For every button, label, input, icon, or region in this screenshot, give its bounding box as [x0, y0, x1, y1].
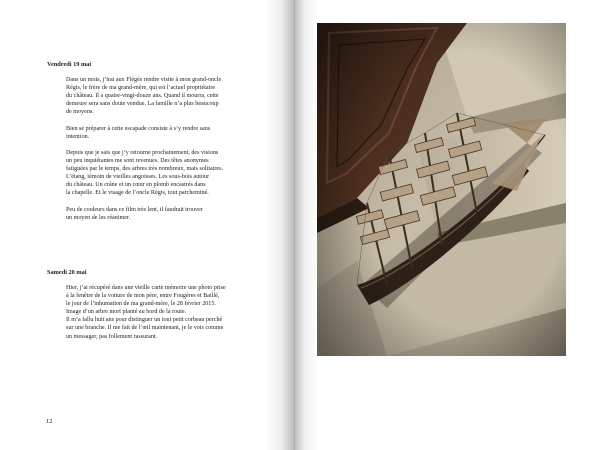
diary-entry-body — [66, 76, 266, 230]
paragraph — [66, 284, 266, 341]
page-number: 12 — [46, 418, 53, 425]
text-line: un messager, pas follement rassurant. — [66, 333, 158, 340]
text-line: Il m’a fallu huit ans pour distinguer un tout petit corbeau perché — [66, 317, 223, 324]
text-line: Hier, j’ai récupéré dans une vieille carte mémoire une photo prise — [66, 285, 226, 291]
text-line: un peu inquiétantes me sont revenues. Des têtes anonymes — [66, 157, 209, 164]
text-line: le jour de l’inhumation de ma grand-mère, le 28 février 2015. — [66, 301, 216, 308]
paragraph — [66, 206, 266, 222]
text-line: un moyen de les réanimer. — [66, 214, 131, 221]
diary-entry-body — [66, 284, 266, 349]
ship-model-photo-illustration — [317, 23, 566, 356]
gutter-shadow-left — [264, 0, 295, 450]
entry-date-heading: Vendredi 19 mai — [47, 61, 92, 68]
paragraph — [66, 125, 266, 141]
text-line: fatiguées par le temps, des arbres très nombreux, mais solitaires. — [66, 166, 224, 173]
text-line: Dans un mois, j’irai aux Flégès rendre visite à mon grand-oncle — [66, 77, 222, 83]
text-line: la chapelle. Et le visage de l’oncle Régis, tout parcheminé. — [66, 190, 209, 197]
text-line: de moyens. — [66, 109, 94, 116]
text-line: Peu de couleurs dans ce film très lent, il faudrait trouver — [66, 206, 203, 213]
text-line: L’étang, témoin de vieilles angoisses. Les sous-bois autour — [66, 174, 210, 181]
gutter-shadow-right — [295, 0, 319, 450]
text-line: sur une branche. Il me fait de l’œil maintenant, je le vois comme — [66, 325, 224, 332]
text-line: demeure sera sans doute vendue. La famille n’a plus beaucoup — [66, 101, 219, 108]
text-line: du château. Un crâne et un cœur en plomb encastrés dans — [66, 182, 206, 189]
text-line: Bien se préparer à cette escapade consiste à s’y rendre sans — [66, 125, 211, 132]
text-line: intention. — [66, 133, 90, 140]
entry-date-heading: Samedi 20 mai — [47, 269, 87, 276]
paragraph — [66, 149, 266, 198]
text-line: à la fenêtre de la voiture de mon père, entre Fougères et Baillé, — [66, 293, 220, 300]
text-line: Depuis que je sais que j’y retourne prochainement, des visions — [66, 149, 219, 156]
text-line: Régis, le frère de ma grand-mère, qui est l’actuel propriétaire — [66, 85, 216, 92]
ship-model-photo — [317, 23, 566, 356]
paragraph — [66, 76, 266, 116]
text-line: du château. Il a quatre-vingt-douze ans. Quand il mourra, cette — [66, 93, 219, 100]
text-line: Image d’un arbre mort planté au bord de la route. — [66, 309, 187, 316]
